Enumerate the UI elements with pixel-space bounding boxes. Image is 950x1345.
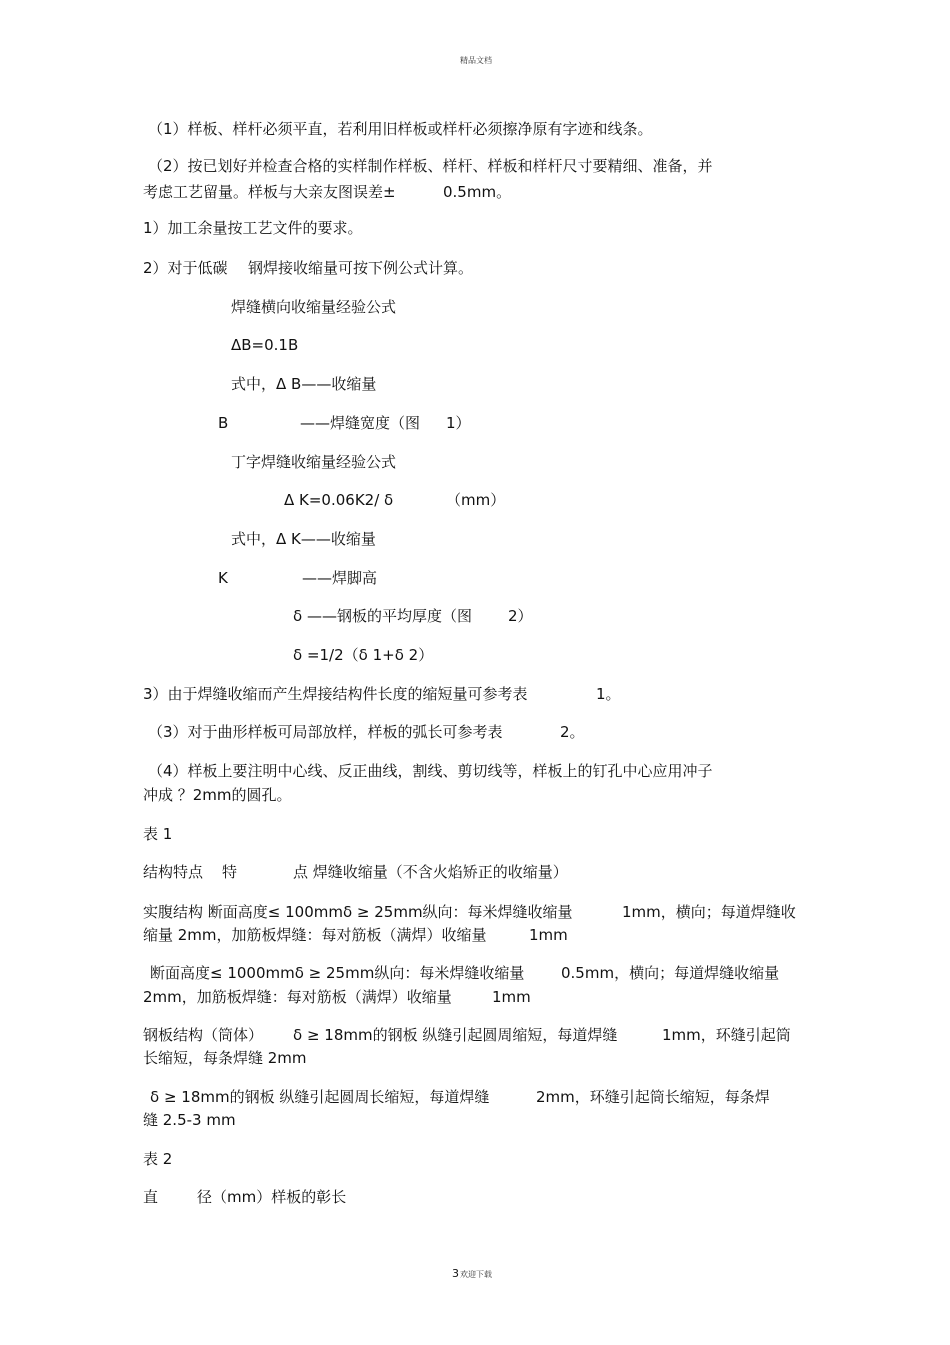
formula-1-b-symbol: B [218,414,229,432]
formula-2-unit: （mm） [446,491,506,509]
table-1-row-4-line-1a: δ ≥ 18mm的钢板 纵缝引起圆周长缩短，每道焊缝 [150,1088,490,1106]
table-1-row-3-line-2: 长缩短，每条焊缝 2mm [143,1049,307,1067]
formula-1-b-fig: 1） [446,414,471,432]
table-2-header-b: 径（mm）样板的彰长 [197,1188,347,1206]
table-1-row-1-line-1a: 实腹结构 断面高度≤ 100mmδ ≥ 25mm纵向：每米焊缝收缩量 [143,903,573,921]
formula-2-delta-formula: δ =1/2（δ 1+δ 2） [293,646,434,664]
table-1-header-b: 特 [222,863,238,881]
formula-1: ΔB=0.1B [231,336,299,354]
item-3: 3）由于焊缝收缩而产生焊接结构件长度的缩短量可参考表 [143,685,528,703]
table-1-row-1-line-2a: 缩量 2mm，加筋板焊缝：每对筋板（满焊）收缩量 [143,926,487,944]
table-1-row-3-line-1b: δ ≥ 18mm的钢板 纵缝引起圆周缩短，每道焊缝 [293,1026,618,1044]
table-1-row-2-line-1b: 0.5mm，横向；每道焊缝收缩量 [561,964,780,982]
page-header: 精品文档 [460,56,492,65]
table-1-row-1-line-2b: 1mm [529,926,568,944]
formula-2-delta-desc: δ ——钢板的平均厚度（图 [293,607,472,625]
paragraph-1: （1）样板、样杆必须平直，若利用旧样板或样杆必须擦净原有字迹和线条。 [148,120,653,138]
formula-2-k-desc: ——焊脚高 [302,569,378,587]
table-1-row-1-line-1b: 1mm，横向；每道焊缝收 [622,903,796,921]
paragraph-2-line-2: 考虑工艺留量。样板与大亲友图误差± [143,183,396,201]
formula-1-where: 式中，Δ B——收缩量 [231,375,377,393]
table-1-row-4-line-1b: 2mm，环缝引起筒长缩短，每条焊 [536,1088,770,1106]
formula-2-k-symbol: K [218,569,228,587]
page-number: 3 [452,1267,459,1280]
table-1-row-2-line-2a: 2mm，加筋板焊缝：每对筋板（满焊）收缩量 [143,988,452,1006]
paragraph-3-table-ref: 2。 [560,723,585,741]
table-1-label: 表 1 [143,825,173,843]
formula-2-title: 丁字焊缝收缩量经验公式 [231,453,397,471]
formula-1-b-desc: ——焊缝宽度（图 [300,414,421,432]
table-2-header-a: 直 [143,1188,159,1206]
table-1-header-a: 结构特点 [143,863,204,881]
paragraph-2-line-1: （2）按已划好并检查合格的实样制作样板、样杆、样板和样杆尺寸要精细、准备，并 [148,157,713,175]
item-3-table-ref: 1。 [596,685,621,703]
table-1-row-3-line-1c: 1mm，环缝引起筒 [662,1026,791,1044]
table-1-row-4-line-2: 缝 2.5-3 mm [143,1111,236,1129]
paragraph-4-line-1: （4）样板上要注明中心线、反正曲线，割线、剪切线等，样板上的钉孔中心应用冲子 [148,762,713,780]
formula-2-delta-fig: 2） [508,607,533,625]
table-1-row-3-line-1a: 钢板结构（筒体） [143,1026,264,1044]
paragraph-2-value: 0.5mm。 [443,183,512,201]
formula-1-title: 焊缝横向收缩量经验公式 [231,298,397,316]
formula-2: Δ K=0.06K2/ δ [284,491,394,509]
page-footer: 欢迎下载 [460,1270,492,1279]
item-1: 1）加工余量按工艺文件的要求。 [143,219,363,237]
formula-2-where: 式中，Δ K——收缩量 [231,530,376,548]
item-2-b: 钢焊接收缩量可按下例公式计算。 [248,259,474,277]
table-2-label: 表 2 [143,1150,173,1168]
item-2-a: 2）对于低碳 [143,259,228,277]
paragraph-3: （3）对于曲形样板可局部放样，样板的弧长可参考表 [148,723,503,741]
table-1-row-2-line-1a: 断面高度≤ 1000mmδ ≥ 25mm纵向：每米焊缝收缩量 [150,964,525,982]
table-1-header-c: 点 焊缝收缩量（不含火焰矫正的收缩量） [293,863,568,881]
paragraph-4-line-2: 冲成 ？2mm的圆孔。 [143,786,292,804]
table-1-row-2-line-2b: 1mm [492,988,531,1006]
